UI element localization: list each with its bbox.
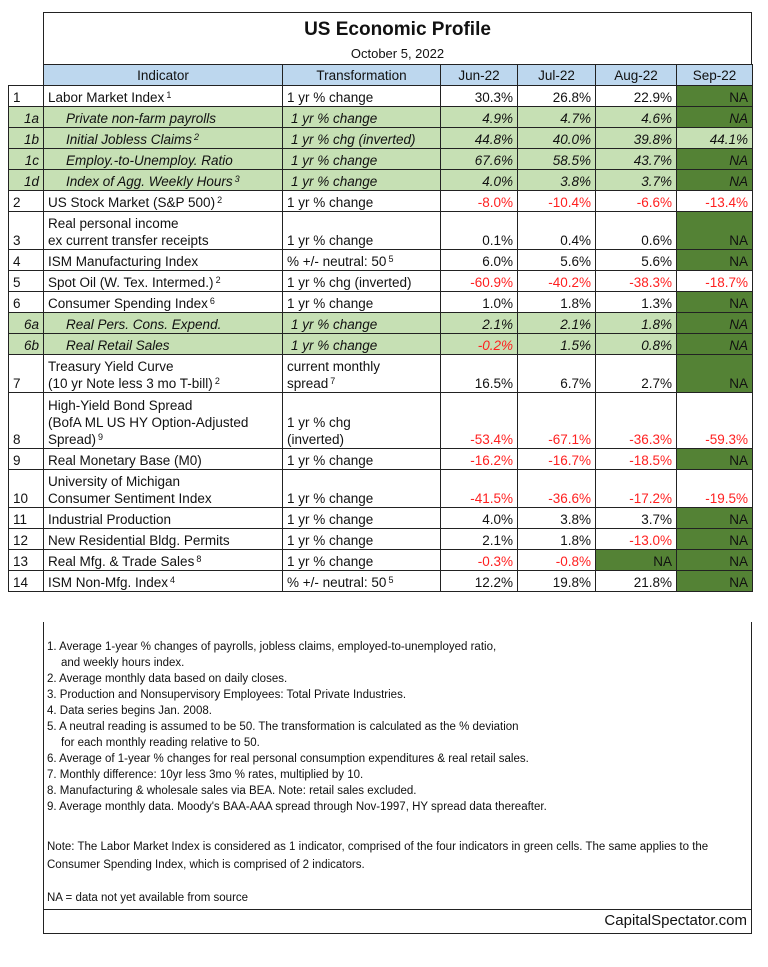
value-jul: -10.4% <box>518 191 596 212</box>
transformation-label: 1 yr % change <box>291 338 378 353</box>
value-sep: NA <box>677 170 753 191</box>
value-jul: 4.7% <box>518 107 596 128</box>
transformation-cell <box>283 250 441 271</box>
indicator-line: Treasury Yield Curve <box>48 359 174 374</box>
value-sep: NA <box>677 292 753 313</box>
value-aug: -18.5% <box>596 449 677 470</box>
transformation-label: 1 yr % change <box>287 90 374 105</box>
value-jul: 1.5% <box>518 334 596 355</box>
value-jul: -67.1% <box>518 393 596 449</box>
transformation-cell <box>283 550 441 571</box>
table-row <box>9 571 753 592</box>
indicator-label: Initial Jobless Claims $^2$ <box>66 132 200 147</box>
footnote-line: 1. Average 1-year % changes of payrolls, jobless claims, employed-to-unemployed ratio, <box>47 641 497 653</box>
table-row <box>9 107 753 128</box>
value-aug: 1.8% <box>596 313 677 334</box>
value-jun: 2.1% <box>441 313 518 334</box>
value-jun: -16.2% <box>441 449 518 470</box>
table-row <box>9 128 753 149</box>
row-number: 10 <box>9 470 44 508</box>
indicator-label: Real Retail Sales <box>66 338 170 353</box>
value-jun: 30.3% <box>441 86 518 107</box>
transformation-line: (inverted) <box>287 432 345 447</box>
indicator-cell <box>44 86 283 107</box>
footnote-line: 8. Manufacturing & wholesale sales via BEA. Note: retail sales excluded. <box>47 785 417 797</box>
brand-name[interactable]: CapitalSpectator.com <box>604 912 747 929</box>
indicator-cell <box>44 508 283 529</box>
transformation-cell <box>283 529 441 550</box>
row-number: 6 <box>9 292 44 313</box>
indicator-line: ex current transfer receipts <box>48 233 209 248</box>
footnote-ref: 5 <box>388 254 394 264</box>
value-jul: -16.7% <box>518 449 596 470</box>
value-jul: 0.4% <box>518 212 596 250</box>
value-sep: NA <box>677 86 753 107</box>
row-number: 1a <box>9 107 44 128</box>
transformation-cell <box>283 355 441 393</box>
value-jul: 3.8% <box>518 508 596 529</box>
indicator-line: (10 yr Note less 3 mo T-bill) $^2$ <box>48 376 220 391</box>
indicator-cell <box>44 271 283 292</box>
brand-bar <box>44 909 751 934</box>
indicator-line: (BofA ML US HY Option-Adjusted <box>48 415 249 430</box>
row-number: 14 <box>9 571 44 592</box>
row-number: 1d <box>9 170 44 191</box>
indicator-cell <box>44 313 283 334</box>
footnote <box>47 767 547 783</box>
value-aug: 3.7% <box>596 170 677 191</box>
transformation-cell <box>283 128 441 149</box>
value-jun: -41.5% <box>441 470 518 508</box>
value-aug: -13.0% <box>596 529 677 550</box>
value-sep: NA <box>677 149 753 170</box>
row-number: 9 <box>9 449 44 470</box>
indicator-label: Real Monetary Base (M0) <box>48 453 202 468</box>
report-date: October 5, 2022 <box>350 46 445 61</box>
value-jul: 5.6% <box>518 250 596 271</box>
footnote-line: 5. A neutral reading is assumed to be 50. The transformation is calculated as the % deviation <box>47 721 519 733</box>
value-sep: 44.1% <box>677 128 753 149</box>
table-row <box>9 355 753 393</box>
transformation-cell <box>283 191 441 212</box>
row-number: 13 <box>9 550 44 571</box>
row-number: 6a <box>9 313 44 334</box>
footnote-list <box>47 639 547 815</box>
value-aug: 0.8% <box>596 334 677 355</box>
transformation-line: spread $^7$ <box>287 376 336 391</box>
value-jul: 58.5% <box>518 149 596 170</box>
footnote <box>47 799 547 815</box>
indicator-cell <box>44 250 283 271</box>
footnote-ref: 1 <box>166 90 172 100</box>
indicator-label: Real Pers. Cons. Expend. <box>66 317 222 332</box>
value-aug: 43.7% <box>596 149 677 170</box>
transformation-cell <box>283 470 441 508</box>
footnote <box>47 687 547 703</box>
value-jun: 4.0% <box>441 508 518 529</box>
footnote <box>47 719 547 751</box>
footnote-ref: 2 <box>214 376 220 386</box>
value-sep: -59.3% <box>677 393 753 449</box>
row-number: 5 <box>9 271 44 292</box>
value-aug: -6.6% <box>596 191 677 212</box>
transformation-cell <box>283 212 441 250</box>
row-number: 7 <box>9 355 44 393</box>
transformation-label: 1 yr % change <box>287 512 374 527</box>
value-sep: NA <box>677 250 753 271</box>
value-jul: 26.8% <box>518 86 596 107</box>
column-header-jun: Jun-22 <box>441 65 518 86</box>
footnote-line: 6. Average of 1-year % changes for real personal consumption expenditures & real retail sales. <box>47 753 529 765</box>
indicator-cell <box>44 393 283 449</box>
value-aug: -36.3% <box>596 393 677 449</box>
transformation-label: 1 yr % change <box>287 491 374 506</box>
footnote-line: and weekly hours index. <box>61 657 185 669</box>
row-number: 8 <box>9 393 44 449</box>
indicator-cell <box>44 107 283 128</box>
indicator-line: Real personal income <box>48 216 179 231</box>
value-jul: 40.0% <box>518 128 596 149</box>
footnote-line: for each monthly reading relative to 50. <box>61 737 260 749</box>
value-aug: 3.7% <box>596 508 677 529</box>
indicator-label: Real Mfg. & Trade Sales $^8$ <box>48 554 202 569</box>
value-jul: -0.8% <box>518 550 596 571</box>
header-row <box>9 65 753 86</box>
footnote-ref: 2 <box>215 275 221 285</box>
value-aug: 39.8% <box>596 128 677 149</box>
transformation-label: % +/- neutral: 50 $^5$ <box>287 254 394 269</box>
value-jul: -36.6% <box>518 470 596 508</box>
transformation-cell <box>283 313 441 334</box>
indicator-line: Consumer Sentiment Index <box>48 491 212 506</box>
economic-profile-table <box>8 64 753 592</box>
indicator-cell <box>44 449 283 470</box>
footnote-ref: 8 <box>196 554 202 564</box>
transformation-line: current monthly <box>287 359 381 374</box>
transformation-label: 1 yr % change <box>291 153 378 168</box>
footnote <box>47 783 547 799</box>
row-number: 3 <box>9 212 44 250</box>
value-aug: -38.3% <box>596 271 677 292</box>
value-sep: -19.5% <box>677 470 753 508</box>
value-jun: 4.9% <box>441 107 518 128</box>
transformation-line: 1 yr % chg <box>287 415 351 430</box>
table-row <box>9 393 753 449</box>
row-number: 11 <box>9 508 44 529</box>
value-jun: -60.9% <box>441 271 518 292</box>
column-header-aug: Aug-22 <box>596 65 677 86</box>
transformation-label: 1 yr % chg (inverted) <box>291 132 416 147</box>
value-jun: 4.0% <box>441 170 518 191</box>
value-jul: 1.8% <box>518 292 596 313</box>
footnote-line: 4. Data series begins Jan. 2008. <box>47 705 212 717</box>
transformation-cell <box>283 508 441 529</box>
table-row <box>9 470 753 508</box>
value-sep: NA <box>677 508 753 529</box>
page-title: US Economic Profile <box>304 19 491 40</box>
column-header-transformation: Transformation <box>283 65 441 86</box>
table-row <box>9 86 753 107</box>
table-row <box>9 508 753 529</box>
table-row <box>9 449 753 470</box>
transformation-label: 1 yr % change <box>291 317 378 332</box>
value-sep: NA <box>677 550 753 571</box>
indicator-label: Private non-farm payrolls <box>66 111 217 126</box>
value-sep: NA <box>677 449 753 470</box>
indicator-label: Industrial Production <box>48 512 172 527</box>
value-jun: 1.0% <box>441 292 518 313</box>
indicator-label: US Stock Market (S&P 500) $^2$ <box>48 195 223 210</box>
transformation-label: 1 yr % change <box>291 111 378 126</box>
transformation-cell <box>283 571 441 592</box>
value-jun: -8.0% <box>441 191 518 212</box>
indicator-cell <box>44 334 283 355</box>
footnote-ref: 6 <box>209 296 215 306</box>
footnote-ref: 2 <box>217 195 223 205</box>
footnote-ref: 4 <box>170 575 176 585</box>
value-jun: -0.3% <box>441 550 518 571</box>
header-blank <box>9 65 44 86</box>
indicator-cell <box>44 191 283 212</box>
indicator-cell <box>44 550 283 571</box>
value-jun: 0.1% <box>441 212 518 250</box>
row-number: 4 <box>9 250 44 271</box>
value-sep: NA <box>677 355 753 393</box>
transformation-cell <box>283 334 441 355</box>
value-sep: NA <box>677 571 753 592</box>
value-jun: -53.4% <box>441 393 518 449</box>
transformation-label: 1 yr % change <box>287 554 374 569</box>
indicator-label: New Residential Bldg. Permits <box>48 533 230 548</box>
value-sep: NA <box>677 107 753 128</box>
indicator-label: Index of Agg. Weekly Hours $^3$ <box>66 174 240 189</box>
transformation-label: 1 yr % change <box>287 453 374 468</box>
column-header-indicator: Indicator <box>44 65 283 86</box>
footnote <box>47 703 547 719</box>
value-aug: 0.6% <box>596 212 677 250</box>
value-sep: -18.7% <box>677 271 753 292</box>
table-row <box>9 170 753 191</box>
indicator-cell <box>44 470 283 508</box>
value-jun: 44.8% <box>441 128 518 149</box>
value-jul: 1.8% <box>518 529 596 550</box>
value-sep: NA <box>677 212 753 250</box>
indicator-cell <box>44 292 283 313</box>
row-number: 6b <box>9 334 44 355</box>
value-sep: -13.4% <box>677 191 753 212</box>
transformation-label: 1 yr % chg (inverted) <box>287 275 412 290</box>
value-aug: NA <box>596 550 677 571</box>
footnote-line: 3. Production and Nonsupervisory Employees: Total Private Industries. <box>47 689 407 701</box>
indicator-cell <box>44 170 283 191</box>
value-jul: -40.2% <box>518 271 596 292</box>
value-jul: 3.8% <box>518 170 596 191</box>
value-jun: 6.0% <box>441 250 518 271</box>
transformation-cell <box>283 449 441 470</box>
table-row <box>9 292 753 313</box>
table-row <box>9 334 753 355</box>
table-note: Note: The Labor Market Index is considered as 1 indicator, comprised of the four indicators in green cells. The same applies to the Consumer Spending Index, which is comprised of 2 indicators. <box>47 841 709 871</box>
na-definition: NA = data not yet available from source <box>47 892 249 904</box>
value-aug: 22.9% <box>596 86 677 107</box>
title-block <box>43 12 752 64</box>
transformation-label: % +/- neutral: 50 $^5$ <box>287 575 394 590</box>
table-row <box>9 313 753 334</box>
indicator-cell <box>44 571 283 592</box>
transformation-cell <box>283 271 441 292</box>
footnote-ref: 2 <box>194 132 200 142</box>
value-sep: NA <box>677 529 753 550</box>
transformation-label: 1 yr % change <box>287 233 374 248</box>
value-jun: 12.2% <box>441 571 518 592</box>
footnotes-panel <box>43 622 752 934</box>
table-row <box>9 212 753 250</box>
footnote <box>47 639 547 671</box>
value-aug: 5.6% <box>596 250 677 271</box>
row-number: 1 <box>9 86 44 107</box>
value-jun: 16.5% <box>441 355 518 393</box>
transformation-label: 1 yr % change <box>287 195 374 210</box>
row-number: 2 <box>9 191 44 212</box>
indicator-label: Spot Oil (W. Tex. Intermed.) $^2$ <box>48 275 221 290</box>
indicator-label: Employ.-to-Unemploy. Ratio <box>66 153 233 168</box>
indicator-cell <box>44 212 283 250</box>
value-sep: NA <box>677 334 753 355</box>
indicator-cell <box>44 149 283 170</box>
indicator-label: Labor Market Index $^1$ <box>48 90 172 105</box>
table-row <box>9 191 753 212</box>
indicator-label: Consumer Spending Index $^6$ <box>48 296 215 311</box>
value-jun: 2.1% <box>441 529 518 550</box>
table-row <box>9 550 753 571</box>
column-header-sep: Sep-22 <box>677 65 753 86</box>
footnote-line: 7. Monthly difference: 10yr less 3mo % rates, multiplied by 10. <box>47 769 364 781</box>
indicator-cell <box>44 355 283 393</box>
value-aug: -17.2% <box>596 470 677 508</box>
value-jul: 19.8% <box>518 571 596 592</box>
footnote-line: 2. Average monthly data based on daily closes. <box>47 673 288 685</box>
indicator-cell <box>44 529 283 550</box>
row-number: 1c <box>9 149 44 170</box>
footnote <box>47 751 547 767</box>
row-number: 1b <box>9 128 44 149</box>
table-row <box>9 250 753 271</box>
value-jul: 6.7% <box>518 355 596 393</box>
value-aug: 2.7% <box>596 355 677 393</box>
transformation-label: 1 yr % change <box>291 174 378 189</box>
footnote-ref: 5 <box>388 575 394 585</box>
transformation-cell <box>283 170 441 191</box>
indicator-label: ISM Non-Mfg. Index $^4$ <box>48 575 176 590</box>
value-jun: 67.6% <box>441 149 518 170</box>
footnote-ref: 3 <box>234 174 240 184</box>
table-row <box>9 529 753 550</box>
indicator-line: Spread) $^9$ <box>48 432 104 447</box>
table-row <box>9 271 753 292</box>
indicator-label: ISM Manufacturing Index <box>48 254 199 269</box>
indicator-line: High-Yield Bond Spread <box>48 398 193 413</box>
transformation-cell <box>283 86 441 107</box>
row-number: 12 <box>9 529 44 550</box>
value-sep: NA <box>677 313 753 334</box>
footnote <box>47 671 547 687</box>
column-header-jul: Jul-22 <box>518 65 596 86</box>
transformation-label: 1 yr % change <box>287 533 374 548</box>
transformation-label: 1 yr % change <box>287 296 374 311</box>
transformation-cell <box>283 393 441 449</box>
transformation-cell <box>283 149 441 170</box>
value-aug: 1.3% <box>596 292 677 313</box>
footnote-ref: 9 <box>98 432 104 442</box>
value-aug: 4.6% <box>596 107 677 128</box>
transformation-cell <box>283 107 441 128</box>
indicator-line: University of Michigan <box>48 474 181 489</box>
transformation-cell <box>283 292 441 313</box>
footnote-ref: 7 <box>330 376 336 386</box>
indicator-cell <box>44 128 283 149</box>
footnote-line: 9. Average monthly data. Moody's BAA-AAA spread through Nov-1997, HY spread data thereafter. <box>47 801 547 813</box>
value-aug: 21.8% <box>596 571 677 592</box>
table-row <box>9 149 753 170</box>
value-jul: 2.1% <box>518 313 596 334</box>
value-jun: -0.2% <box>441 334 518 355</box>
